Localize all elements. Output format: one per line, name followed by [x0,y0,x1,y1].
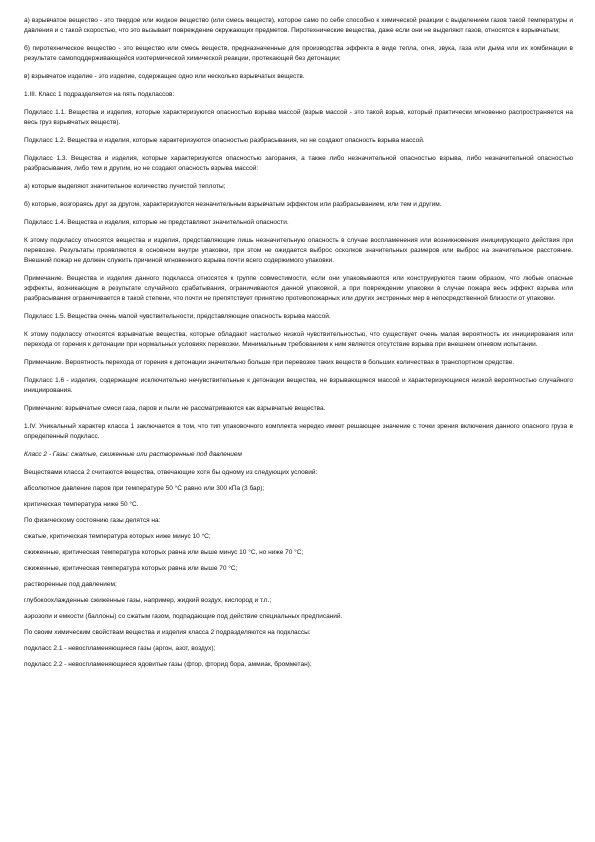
paragraph-vapor-pressure: абсолютное давление паров при температуре 50 °С равно или 300 кПа (3 бар); [24,485,265,492]
paragraph-subclass-1-3-a: а) которые выделяют значительное количество лучистой теплоты; [24,183,226,190]
paragraph-critical-temperature: критическая температура ниже 50 °С. [24,501,139,508]
paragraph-class1-iv: 1.IV. Уникальный характер класса 1 заключается в том, что тип упаковочного комплекта нередко имеет решающее значение с точки зрения включения данного опасного груза в определенный подкласс. [24,423,573,440]
paragraph-subclass-1-4-detail: К этому подклассу относятся вещества и изделия, представляющие лишь незначительную опасность в случае воспламенения или возникновения инициирующего действия при перевозке. Результаты проявляются в основном внутри упаковки, при этом не ожидается выброс осколков значительных размеров или выброс на значительное расстояние. Внешний пожар не должен служить причиной мгновенного взрыва почти всего содержимого упаковки. [24,237,573,264]
paragraph-subclass-1-3: Подкласс 1.3. Вещества и изделия, которые характеризуются опасностью загорания, а также либо незначительной опасностью взрыва, либо незначительной опасностью разбрасывания, либо тем и другим, но не создают опасность взрыва массой: [24,155,573,172]
paragraph-subclass-1-2: Подкласс 1.2. Вещества и изделия, которые характеризуются опасностью разбрасывания, но не создают опасность взрыва массой. [24,137,425,144]
paragraph-subclass-1-1: Подкласс 1.1. Вещества и изделия, которые характеризуются опасностью взрыва массой (взрыв массой - это такой взрыв, который практически мгновенно распространяется на весь груз взрывчатых веществ). [24,109,573,126]
paragraph-pyrotechnic-substance: б) пиротехническое вещество - это вещество или смесь веществ, предназначенные для производства эффекта в виде тепла, огня, звука, газа или дыма или их комбинации в результате самоподдерживающейся изотермической химической реакции, протекающей без детонации; [24,45,573,62]
paragraph-subclass-1-4-note: Примечание. Вещества и изделия данного подкласса относятся к группе совместимости, если они упаковываются или конструируются таким образом, что любые опасные эффекты, возникающие в результате случайного срабатывания, ограничиваются данной упаковкой, а при повреждении упаковки в случае пожара весь эффект взрыва или разбрасывания ограничивается в такой степени, что почти не препятствует принятию противопожарных или других экстренных мер в непосредственной близости от упаковки. [24,275,573,302]
paragraph-class1-subclasses: 1.III. Класс 1 подразделяется на пять подклассов: [24,91,175,98]
paragraph-gas-mixtures-note: Примечание: взрывчатые смеси газа, паров и пыли не рассматриваются как взрывчатые вещества. [24,405,326,412]
paragraph-physical-state: По физическому состоянию газы делятся на: [24,517,161,524]
paragraph-subclass-1-5: Подкласс 1.5. Вещества очень малой чувствительности, представляющие опасность взрыва массой. [24,313,331,320]
paragraph-subclass-1-3-b: б) которые, возгораясь друг за другом, характеризуются незначительным взрывчатым эффектом или разбрасыванием, или тем и другим. [24,201,442,208]
paragraph-liquefied-gases-low: сжиженные, критическая температура которых равна или выше минус 10 °С, но ниже 70 °С; [24,549,304,556]
paragraph-subclass-1-4: Подкласс 1.4. Вещества и изделия, которые не представляют значительной опасности. [24,219,289,226]
class2-heading: Класс 2 - Газы: сжатые, сжиженные или растворенные под давлением [24,451,242,458]
paragraph-class2-criteria: Веществами класса 2 считаются вещества, отвечающие хотя бы одному из следующих условий: [24,469,318,476]
paragraph-subclass-2-2: подкласс 2.2 - невоспламеняющиеся ядовитые газы (фтор, фторид бора, аммиак, бромметан); [24,661,312,668]
paragraph-chemical-properties: По своим химическим свойствам вещества и изделия класса 2 подразделяются на подклассы: [24,629,311,636]
paragraph-compressed-gases: сжатые, критическая температура которых ниже минус 10 °С; [24,533,211,540]
paragraph-subclass-2-1: подкласс 2.1 - невоспламеняющиеся газы (аргон, азот, воздух); [24,645,216,652]
paragraph-subclass-1-6: Подкласс 1.6 - изделия, содержащие исключительно нечувствительные к детонации вещества, не взрывающиеся массой и характеризующиеся низкой вероятностью случайного инициирования. [24,377,573,394]
paragraph-explosive-article: в) взрывчатое изделие - это изделие, содержащее одно или несколько взрывчатых веществ. [24,73,305,80]
paragraph-explosive-substance: а) взрывчатое вещество - это твердое или жидкое вещество (или смесь веществ), которое само по себе способно к химической реакции с выделением газов такой температуры и давления и с такой скоростью, что это вызывает повреждение окружающих предметов. Пиротехнические вещества, даже если они не выделяют газов, относятся к взрывчатым; [24,17,573,34]
paragraph-subclass-1-5-detail: К этому подклассу относятся взрывчатые вещества, которые обладают настолько низкой чувствительностью, что существует очень малая вероятность их инициирования или перехода от горения к детонации при нормальных условиях перевозки. Минимальным требованием к ним является отсутствие взрыва при внешнем огневом испытании. [24,331,573,348]
paragraph-aerosols: аэрозоли и емкости (баллоны) со сжатым газом, подпадающие под действие специальных предписаний. [24,613,343,620]
paragraph-subclass-1-5-note: Примечание. Вероятность перехода от горения к детонации значительно больше при перевозке таких веществ в больших количествах в транспортном средстве. [24,359,515,366]
paragraph-dissolved-gases: растворенные под давлением; [24,581,117,588]
paragraph-cryogenic-gases: глубокоохлажденные сжиженные газы, например, жидкий воздух, кислород и т.п.; [24,597,272,604]
paragraph-liquefied-gases-high: сжиженные, критическая температура которых равна или выше 70 °С; [24,565,238,572]
